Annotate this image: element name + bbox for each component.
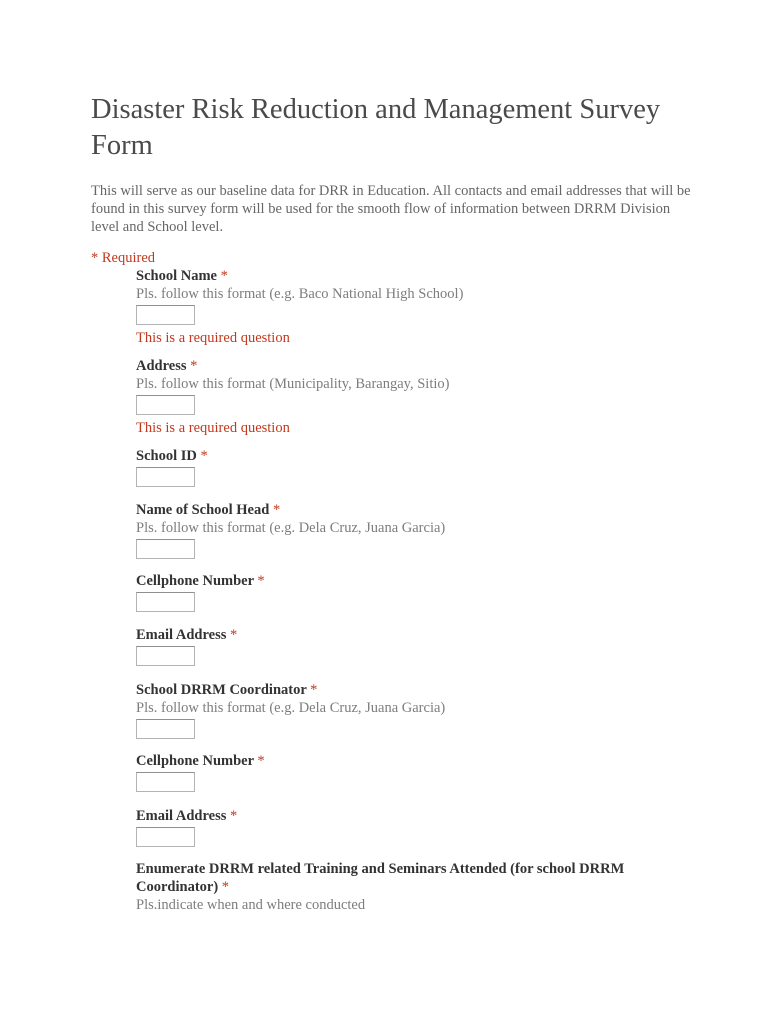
- required-asterisk: *: [200, 448, 208, 464]
- form-title: Disaster Risk Reduction and Management Survey Form: [91, 94, 661, 161]
- question-help-text: Pls. follow this format (e.g. Dela Cruz, Juana Garcia): [136, 700, 446, 716]
- required-asterisk: *: [230, 627, 238, 643]
- question-label: School ID: [136, 448, 197, 464]
- coordinator-cellphone-input[interactable]: [136, 772, 195, 792]
- coordinator-email-input[interactable]: [136, 827, 195, 847]
- question-trainings-attended: [136, 860, 656, 914]
- question-label: Cellphone Number: [136, 753, 254, 769]
- form-description: This will serve as our baseline data for DRR in Education. All contacts and email addresses that will be found in this survey form will be used for the smooth flow of information between DRRM Division level and School level.: [91, 183, 691, 235]
- required-asterisk: *: [257, 753, 265, 769]
- required-asterisk: *: [230, 808, 238, 824]
- required-error-message: This is a required question: [136, 330, 290, 346]
- head-email-input[interactable]: [136, 646, 195, 666]
- address-input[interactable]: [136, 395, 195, 415]
- required-asterisk: *: [310, 682, 318, 698]
- school-id-input[interactable]: [136, 467, 195, 487]
- required-note: * Required: [91, 250, 156, 266]
- school-name-input[interactable]: [136, 305, 195, 325]
- question-label: School Name: [136, 268, 217, 284]
- required-asterisk: *: [257, 573, 265, 589]
- required-error-message: This is a required question: [136, 420, 290, 436]
- question-label: Address: [136, 358, 187, 374]
- required-asterisk: *: [221, 879, 230, 895]
- drrm-coordinator-input[interactable]: [136, 719, 195, 739]
- required-asterisk: *: [272, 502, 281, 518]
- question-drrm-coordinator: [136, 681, 696, 739]
- question-help-text: Pls. follow this format (e.g. Baco National High School): [136, 286, 464, 302]
- head-cellphone-input[interactable]: [136, 592, 195, 612]
- question-label: Cellphone Number: [136, 573, 254, 589]
- question-head-email: [136, 626, 696, 666]
- question-school-head: [136, 501, 696, 559]
- question-label: Enumerate DRRM related Training and Seminars Attended (for school DRRM Coordinator): [136, 861, 625, 895]
- question-coordinator-email: [136, 807, 696, 847]
- required-asterisk: *: [220, 268, 228, 284]
- question-school-name: [136, 267, 696, 347]
- question-coordinator-cellphone: [136, 752, 696, 792]
- question-label: Email Address: [136, 808, 227, 824]
- question-help-text: Pls.indicate when and where conducted: [136, 897, 366, 913]
- question-head-cellphone: [136, 572, 696, 612]
- question-address: [136, 357, 696, 437]
- question-help-text: Pls. follow this format (Municipality, Barangay, Sitio): [136, 376, 450, 392]
- question-help-text: Pls. follow this format (e.g. Dela Cruz, Juana Garcia): [136, 520, 446, 536]
- question-label: Email Address: [136, 627, 227, 643]
- required-asterisk: *: [190, 358, 198, 374]
- question-school-id: [136, 447, 696, 487]
- question-label: Name of School Head: [136, 502, 270, 518]
- question-label: School DRRM Coordinator: [136, 682, 307, 698]
- school-head-input[interactable]: [136, 539, 195, 559]
